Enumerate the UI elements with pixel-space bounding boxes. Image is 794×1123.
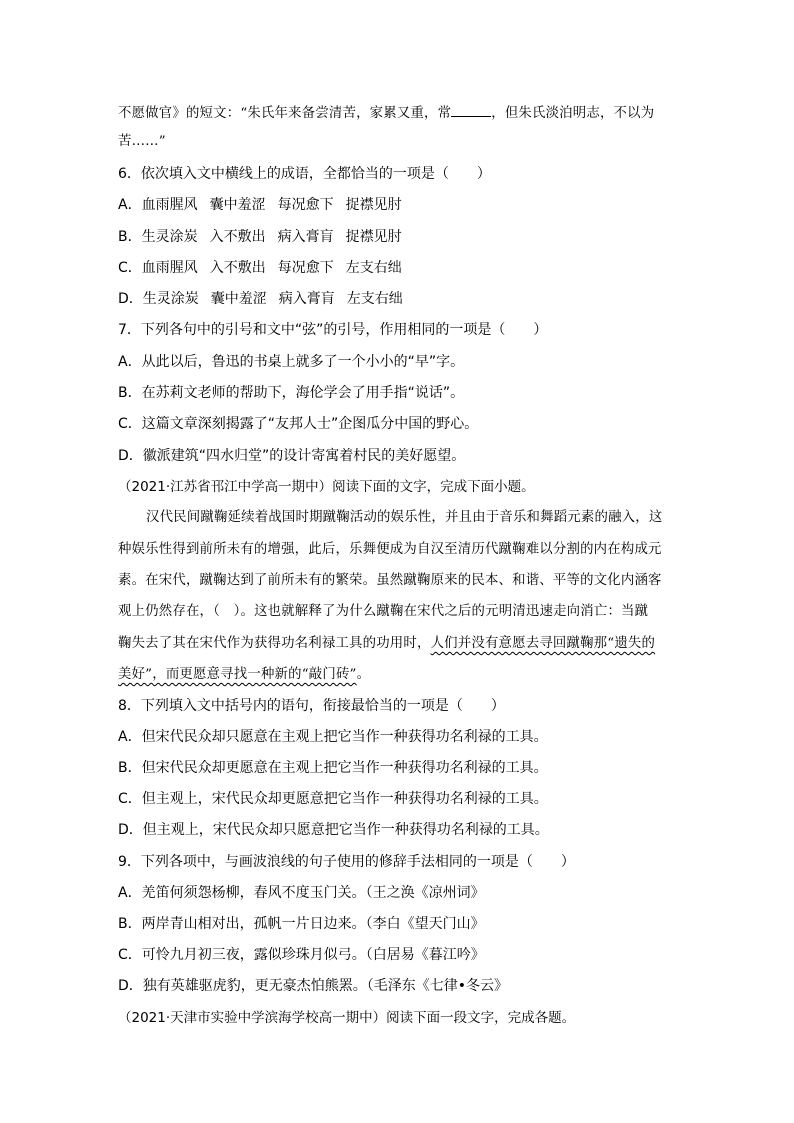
q8-option-c: C．但主观上，宋代民众却更愿意把它当作一种获得功名利禄的工具。 — [118, 791, 548, 807]
intro-line-2: 苦……” — [118, 134, 166, 149]
wavy-underlined-sentence: 人们并没有意愿去寻回蹴鞠那“遗失的 — [430, 636, 656, 651]
passage-line-3: 素。在宋代，蹴鞠达到了前所未有的繁荣。虽然蹴鞠原来的民本、和谐、平等的文化内涵客 — [118, 573, 662, 588]
q8-stem: 8．下列填入文中括号内的语句，衔接最恰当的一项是（ ） — [118, 698, 505, 714]
passage-line-2: 种娱乐性得到前所未有的增强，此后，乐舞便成为自汉至清历代蹴鞠难以分割的内在构成元 — [118, 542, 662, 557]
q9-stem: 9．下列各项中，与画波浪线的句子使用的修辞手法相同的一项是（ ） — [118, 854, 575, 870]
q6-stem: 6．依次填入文中横线上的成语，全都恰当的一项是（ ） — [118, 166, 491, 182]
q7-option-b: B．在苏莉文老师的帮助下，海伦学会了用手指“说话”。 — [118, 385, 465, 401]
q9-option-d: D．独有英雄驱虎豹，更无豪杰怕熊罴。（毛泽东《七律•冬云》 — [118, 978, 509, 994]
passage-line-5: 鞠失去了其在宋代作为获得功名利禄工具的功用时，人们并没有意愿去寻回蹴鞠那“遗失的 — [118, 636, 656, 651]
fill-blank — [451, 102, 491, 117]
q8-option-b: B．但宋代民众却更愿意在主观上把它当作一种获得功名利禄的工具。 — [118, 760, 548, 776]
intro-line-1 — [118, 102, 678, 124]
q8-option-d: D．但主观上，宋代民众却只愿意把它当作一种获得功名利禄的工具。 — [118, 822, 549, 838]
intro-text-pre: 不愿做官》的短文：“朱氏年来备尝清苦，家累又重，常 — [118, 106, 452, 121]
q6-option-a: A．血雨腥风 囊中羞涩 每况愈下 捉襟见肘 — [118, 197, 402, 213]
q9-option-b: B．两岸青山相对出，孤帆一片日边来。（李白《望天门山》 — [118, 916, 485, 932]
q8-option-a: A．但宋代民众却只愿意在主观上把它当作一种获得功名利禄的工具。 — [118, 729, 548, 745]
q9-option-a: A．羌笛何须怨杨柳，春风不度玉门关。（王之涣《凉州词》 — [118, 885, 485, 901]
passage-line-4: 观上仍然存在，（ ）。这也就解释了为什么蹴鞠在宋代之后的元明清迅速走向消亡：当蹴 — [118, 604, 649, 619]
passage-line-6: 美好”，而更愿意寻找一种新的“敲门砖”。 — [118, 667, 371, 682]
q7-option-c: C．这篇文章深刻揭露了“友邦人士”企图瓜分中国的野心。 — [118, 416, 479, 432]
q6-option-c: C．血雨腥风 入不敷出 每况愈下 左支右绌 — [118, 260, 402, 276]
wavy-underlined-sentence-end: 美好”，而更愿意寻找一种新的“敲门砖” — [118, 667, 357, 682]
q7-option-a: A．从此以后，鲁迅的书桌上就多了一个小小的“早”字。 — [118, 354, 465, 370]
intro-text-post: ，但朱氏淡泊明志，不以为 — [491, 106, 655, 121]
q7-option-d: D．徽派建筑“四水归堂”的设计寄寓着村民的美好愿望。 — [118, 448, 466, 464]
source-note-2: （2021·天津市实验中学滨海学校高一期中）阅读下面一段文字，完成各题。 — [118, 1010, 576, 1026]
source-note-1: （2021·江苏省邗江中学高一期中）阅读下面的文字，完成下面小题。 — [118, 479, 535, 495]
passage-line-1: 汉代民间蹴鞠延续着战国时期蹴鞠活动的娱乐性，并且由于音乐和舞蹈元素的融入，这 — [146, 510, 663, 525]
q6-option-b: B．生灵涂炭 入不敷出 病入膏肓 捉襟见肘 — [118, 229, 402, 245]
q9-option-c: C．可怜九月初三夜，露似珍珠月似弓。（白居易《暮江吟》 — [118, 947, 485, 963]
q7-stem: 7．下列各句中的引号和文中“弦”的引号，作用相同的一项是（ ） — [118, 322, 548, 338]
q6-option-d: D．生灵涂炭 囊中羞涩 病入膏肓 左支右绌 — [118, 291, 403, 307]
